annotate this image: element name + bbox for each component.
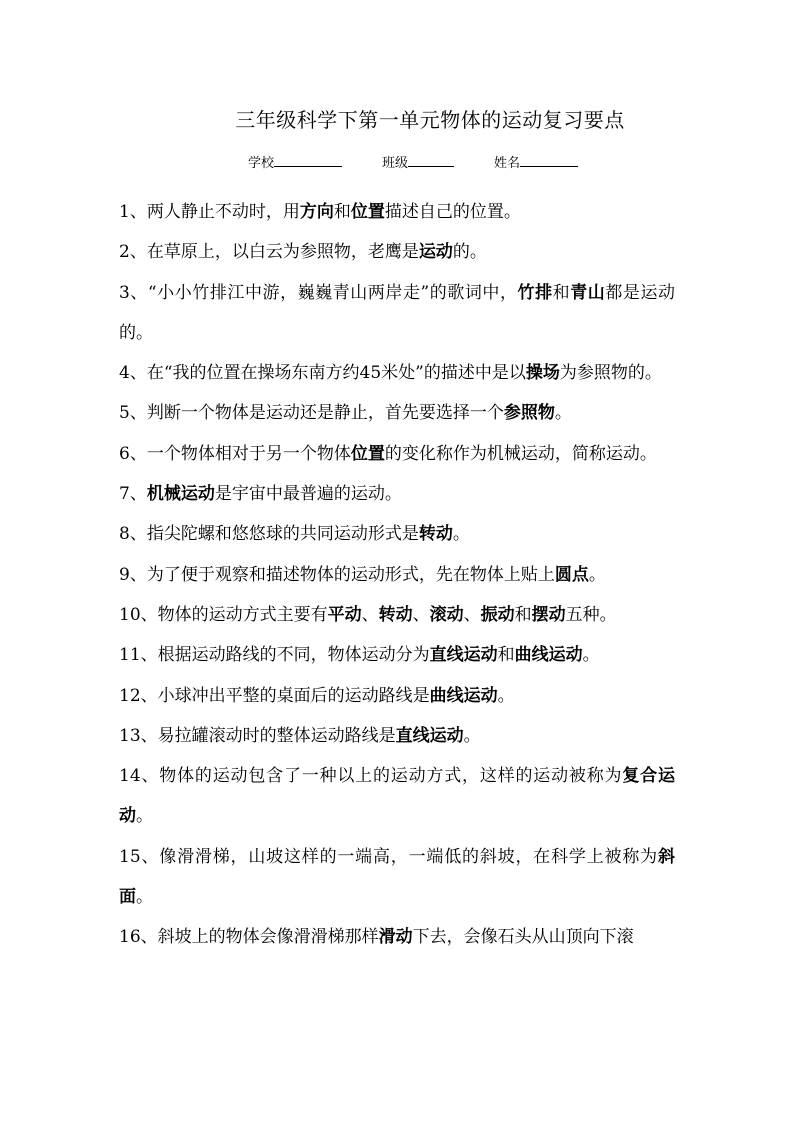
key-term: 曲线运动: [429, 685, 498, 706]
item-text: 。: [497, 685, 515, 706]
key-term: 位置: [350, 202, 385, 222]
key-term: 摆动: [531, 604, 566, 625]
item-text: 4、在“我的位置在操场东南方约45米处”的描述中是以: [119, 363, 526, 384]
item-text: 的变化称作为机械运动，简称运动。: [384, 443, 657, 464]
class-label: 班级: [382, 156, 409, 171]
key-term: 斜面: [119, 846, 675, 908]
key-term: 运动: [418, 242, 453, 263]
item-text: 10、物体的运动方式主要有: [119, 604, 328, 625]
item-text: 16、斜坡上的物体会像滑滑梯那样: [119, 927, 379, 948]
list-item: [119, 676, 675, 716]
item-text: 五种。: [565, 604, 617, 625]
list-item: [119, 555, 675, 595]
item-text: 。: [463, 725, 481, 746]
key-term: 直线运动: [429, 645, 498, 666]
list-item: [119, 232, 675, 272]
item-text: 2、在草原上，以白云为参照物，老鹰是: [119, 242, 419, 263]
item-text: 是宇宙中最普遍的运动。: [214, 484, 402, 505]
list-item: [119, 192, 675, 232]
key-term: 平动: [327, 604, 362, 625]
item-text: 。: [136, 887, 153, 908]
key-term: 方向: [299, 202, 334, 222]
item-text: 为参照物的。: [559, 363, 662, 384]
item-text: 下去，会像石头从山顶向下滚: [412, 927, 634, 948]
key-term: 复合运动: [119, 766, 675, 827]
item-text: 和: [497, 645, 515, 666]
list-item: [119, 434, 675, 474]
key-term: 位置: [350, 443, 385, 464]
item-text: 9、为了便于观察和描述物体的运动形式，先在物体上贴上: [119, 564, 555, 585]
item-text: 的。: [452, 242, 487, 263]
list-item: [119, 393, 675, 433]
list-item: [119, 756, 675, 837]
item-text: 14、物体的运动包含了一种以上的运动方式，这样的运动被称为: [119, 766, 623, 787]
item-text: 13、易拉罐滚动时的整体运动路线是: [119, 725, 396, 746]
item-text: 8、指尖陀螺和悠悠球的共同运动形式是: [119, 524, 419, 545]
item-text: 。: [588, 564, 606, 585]
key-term: 转动: [378, 604, 413, 625]
item-text: 。: [452, 524, 470, 545]
item-text: 6、一个物体相对于另一个物体: [119, 443, 351, 464]
key-term: 操场: [525, 363, 560, 384]
item-text: 和: [552, 282, 571, 303]
item-text: 15、像滑滑梯，山坡这样的一端高，一端低的斜坡，在科学上被称为: [119, 846, 658, 867]
item-text: 1、两人静止不动时，用: [119, 202, 300, 222]
page-title: 三年级科学下第一单元物体的运动复习要点: [235, 108, 625, 132]
key-term: 竹排: [517, 282, 553, 303]
list-item: [119, 353, 675, 393]
item-text: 。: [582, 645, 600, 666]
name-blank[interactable]: [520, 154, 578, 167]
list-item: [119, 635, 675, 675]
review-points-list: [119, 192, 675, 958]
key-term: 参照物: [503, 403, 555, 424]
item-text: 。: [554, 403, 572, 424]
class-blank[interactable]: [408, 154, 454, 167]
school-blank[interactable]: [274, 154, 342, 167]
item-text: 。: [136, 806, 153, 827]
item-text: 、: [412, 604, 430, 625]
item-text: 和: [514, 604, 532, 625]
list-item: [119, 273, 675, 354]
item-text: 3、“小小竹排江中游，巍巍青山两岸走”的歌词中，: [119, 282, 518, 303]
list-item: [119, 595, 675, 635]
item-text: 11、根据运动路线的不同，物体运动分为: [119, 645, 430, 666]
item-text: 都是运动的。: [119, 282, 676, 343]
school-label: 学校: [248, 156, 275, 171]
list-item: [119, 837, 675, 918]
key-term: 振动: [480, 604, 515, 625]
key-term: 曲线运动: [514, 645, 583, 666]
item-text: 、: [463, 604, 481, 625]
list-item: [119, 474, 675, 514]
key-term: 圆点: [554, 564, 589, 585]
key-term: 直线运动: [395, 725, 464, 746]
list-item: [119, 514, 675, 554]
key-term: 转动: [418, 524, 453, 545]
item-text: 描述自己的位置。: [384, 202, 521, 222]
item-text: 5、判断一个物体是运动还是静止，首先要选择一个: [119, 403, 504, 424]
student-info-line: [248, 152, 578, 171]
item-text: 12、小球冲出平整的桌面后的运动路线是: [119, 685, 430, 706]
list-item: [119, 716, 675, 756]
key-term: 滑动: [378, 927, 413, 948]
item-text: 、: [361, 604, 379, 625]
item-text: 和: [333, 202, 351, 222]
list-item: [119, 917, 675, 957]
key-term: 滚动: [429, 604, 464, 625]
item-text: 7、: [119, 484, 147, 505]
key-term: 机械运动: [146, 484, 215, 505]
name-label: 姓名: [494, 156, 521, 171]
key-term: 青山: [570, 282, 606, 303]
